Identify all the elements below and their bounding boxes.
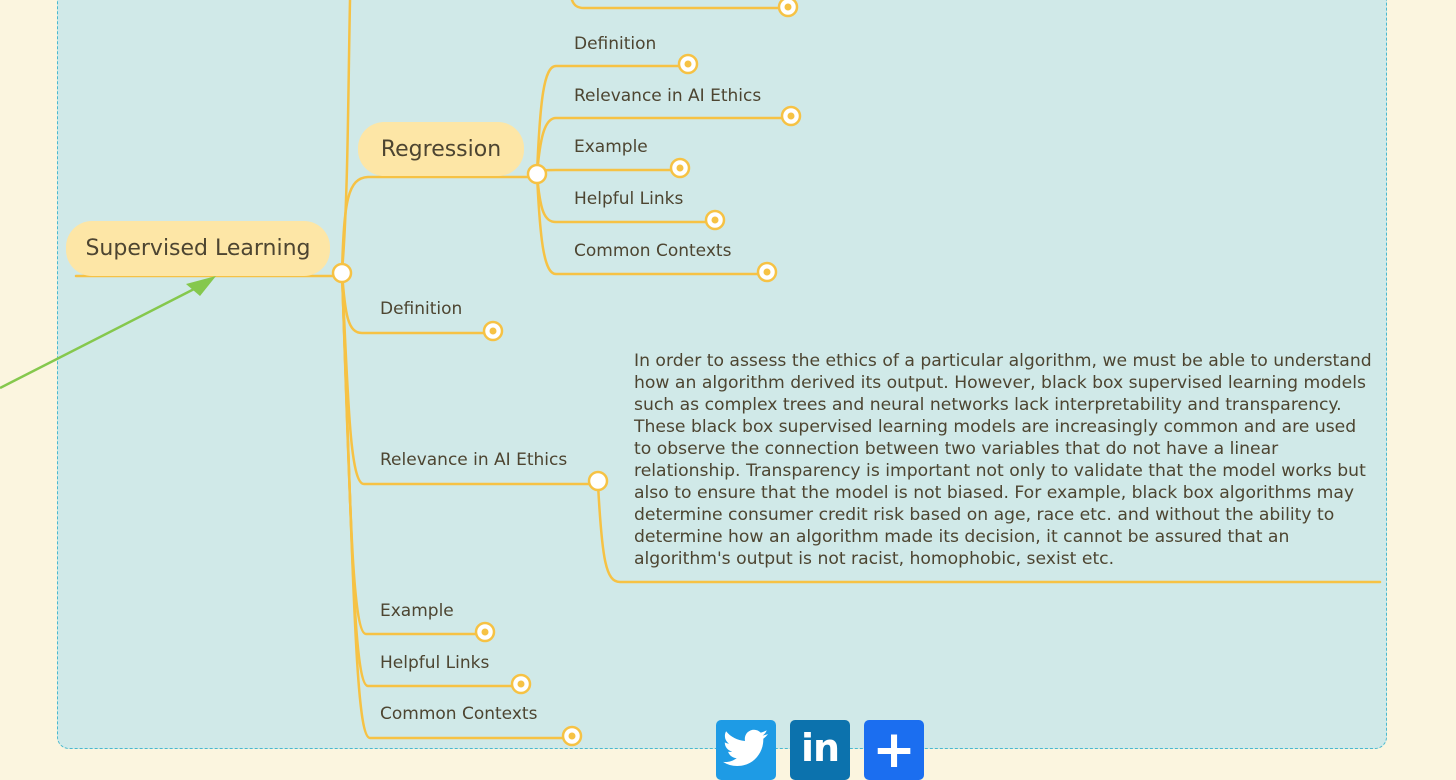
relevance-note-text[interactable]: In order to assess the ethics of a particular algorithm, we must be able to understand how an algorithm derived its output. However, black box supervised learning models such as complex trees and neural networks lack interpretability and transparency. These black box supervised learning models are increasingly common and are used to observe the connection between two variables that do not have a linear relationship. Transparency is important not only to validate that the model works but also to ensure that the model is not biased. For example, black box algorithms may determine consumer credit risk based on age, race etc. and without the ability to determine how an algorithm made its decision, it cannot be assured that an algorithm's output is not racist, homophobic, sexist etc. <box>634 351 1372 569</box>
marker-example <box>476 623 494 641</box>
plus-icon: + <box>872 720 916 780</box>
marker-common <box>563 727 581 745</box>
linkedin-share-button[interactable] <box>790 720 850 780</box>
marker-previous <box>779 0 797 16</box>
marker-reg-example <box>671 159 689 177</box>
topic-relevance-in-ai-ethics[interactable]: Relevance in AI Ethics <box>380 450 568 470</box>
marker-helpful <box>512 675 530 693</box>
reg-child-example[interactable]: Example <box>574 137 648 157</box>
topic-helpful-links[interactable]: Helpful Links <box>380 653 490 673</box>
edge-reg-definition <box>537 66 688 174</box>
root-hub <box>333 264 351 282</box>
regression-hub <box>528 165 546 183</box>
marker-reg-definition <box>679 55 697 73</box>
topic-common-contexts[interactable]: Common Contexts <box>380 704 538 724</box>
reg-child-relevance[interactable]: Relevance in AI Ethics <box>574 86 762 106</box>
relationship-arrow <box>0 286 200 388</box>
linkedin-icon: in <box>800 726 840 770</box>
marker-reg-helpful <box>706 211 724 229</box>
relevance-hub <box>589 472 607 490</box>
edge-regression <box>342 177 537 272</box>
marker-definition <box>484 322 502 340</box>
topic-example[interactable]: Example <box>380 601 454 621</box>
marker-reg-common <box>758 263 776 281</box>
marker-reg-relevance <box>782 107 800 125</box>
root-node-supervised-learning[interactable]: Supervised Learning <box>66 221 330 276</box>
reg-child-helpful-links[interactable]: Helpful Links <box>574 189 684 209</box>
node-regression[interactable]: Regression <box>358 122 524 176</box>
topic-definition[interactable]: Definition <box>380 299 463 319</box>
reg-child-common-contexts[interactable]: Common Contexts <box>574 241 732 261</box>
twitter-share-button[interactable] <box>716 720 776 780</box>
previous-branch-edge <box>572 0 788 8</box>
twitter-bird-icon <box>722 728 770 768</box>
edge-reg-example <box>537 170 680 174</box>
relationship-arrow-head <box>186 276 216 296</box>
more-share-button[interactable] <box>864 720 924 780</box>
reg-child-definition[interactable]: Definition <box>574 34 657 54</box>
